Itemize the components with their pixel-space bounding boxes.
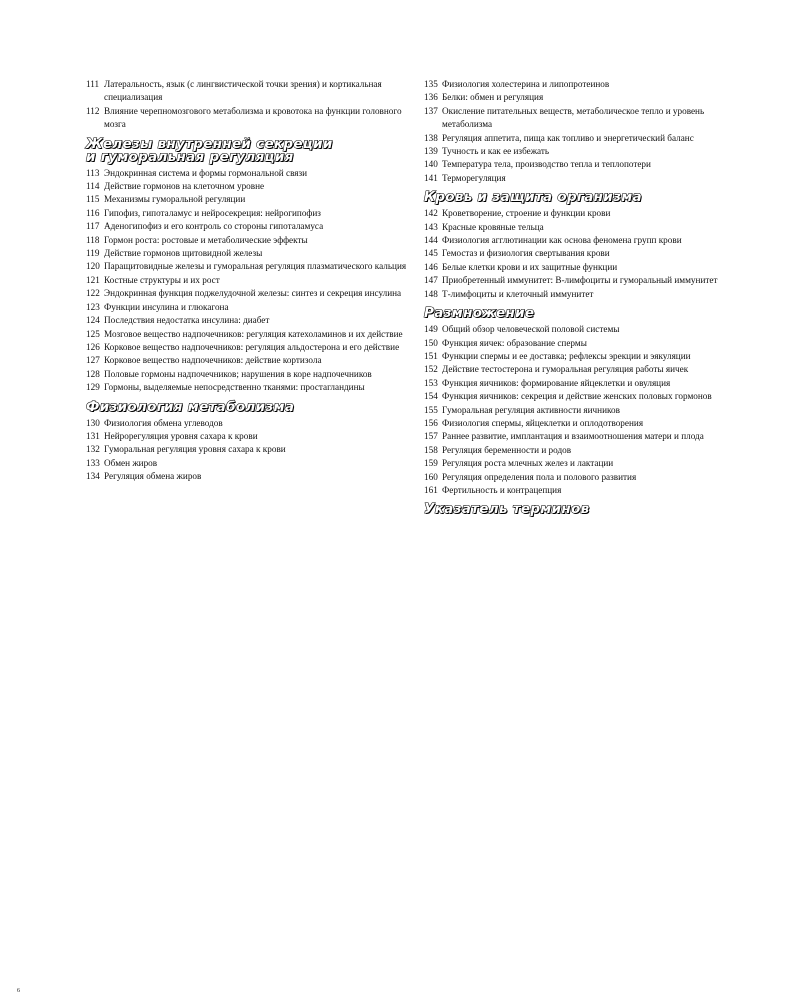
- entry-number: 124: [86, 315, 100, 326]
- toc-entry: [86, 328, 408, 341]
- entry-title: Действие гормонов щитовидной железы: [104, 248, 263, 259]
- toc-entry: [424, 337, 724, 350]
- toc-entry: [86, 234, 408, 247]
- entry-title: Мозговое вещество надпочечников: регуляция катехоламинов и их действие: [104, 328, 403, 339]
- toc-entry: [86, 443, 408, 456]
- entry-title: Латеральность, язык (с лингвистической точки зрения) и кортикальная специализация: [104, 79, 382, 103]
- entry-title: Температура тела, производство тепла и теплопотери: [442, 159, 651, 170]
- section-entries-endocrine: [86, 167, 408, 395]
- entry-number: 145: [424, 248, 438, 259]
- toc-entry: [424, 261, 724, 274]
- entry-number: 111: [86, 79, 100, 89]
- toc-entry: [424, 350, 724, 363]
- entry-number: 126: [86, 341, 100, 352]
- toc-entry: [424, 221, 724, 234]
- entries-top-right: [424, 78, 724, 185]
- toc-entry: [424, 404, 724, 417]
- toc-entry: [424, 91, 724, 104]
- toc-entry: [86, 354, 408, 367]
- entry-title: Действие тестостерона и гуморальная регуляция работы яичек: [442, 364, 689, 375]
- entry-title: Физиология холестерина и липопротеинов: [442, 79, 610, 89]
- toc-entry: [424, 274, 724, 287]
- left-column: [86, 78, 408, 484]
- section-title-line: Железы внутренней секреции: [86, 135, 333, 152]
- toc-entry: [86, 167, 408, 180]
- entry-title: Влияние черепномозгового метаболизма и кровотока на функции головного мозга: [104, 105, 402, 130]
- entry-number: 122: [86, 288, 100, 299]
- entry-number: 120: [86, 261, 100, 272]
- section-title-line: и гуморальная регуляция: [86, 148, 294, 165]
- entry-number: 133: [86, 457, 100, 468]
- right-column: [424, 78, 724, 519]
- entry-number: 155: [424, 404, 438, 415]
- entry-title: Кроветворение, строение и функции крови: [442, 208, 611, 219]
- section-heading-blood: [424, 191, 724, 204]
- section-title: Указатель терминов: [424, 501, 590, 518]
- toc-entry: [424, 457, 724, 470]
- toc-entry: [86, 417, 408, 430]
- entry-number: 136: [424, 92, 438, 103]
- entry-title: Физиология обмена углеводов: [104, 417, 223, 428]
- section-entries-reproduction: [424, 323, 724, 497]
- toc-entry: [424, 207, 724, 220]
- toc-entry: [424, 471, 724, 484]
- entry-title: Общий обзор человеческой половой системы: [442, 324, 620, 335]
- entry-number: 128: [86, 368, 100, 379]
- entry-number: 117: [86, 221, 100, 232]
- entry-title: Механизмы гуморальной регуляции: [104, 194, 246, 205]
- entry-number: 139: [424, 146, 438, 157]
- entry-number: 157: [424, 431, 438, 442]
- toc-entry: [86, 260, 408, 273]
- entry-title: Функция яичек: образование спермы: [442, 337, 587, 348]
- entry-title: Белые клетки крови и их защитные функции: [442, 261, 618, 272]
- entry-number: 148: [424, 288, 438, 299]
- entry-title: Действие гормонов на клеточном уровне: [104, 181, 265, 192]
- entries-top-left: [86, 78, 408, 132]
- entry-number: 144: [424, 235, 438, 246]
- entry-number: 116: [86, 207, 100, 218]
- toc-entry: [424, 132, 724, 145]
- entry-number: 140: [424, 159, 438, 170]
- entry-title: Функция яичников: формирование яйцеклетки и овуляция: [442, 377, 671, 388]
- entry-title: Регуляция беременности и родов: [442, 444, 572, 455]
- entry-title: Приобретенный иммунитет: В-лимфоциты и гуморальный иммунитет: [442, 275, 718, 286]
- toc-entry: [424, 323, 724, 336]
- entry-number: 129: [86, 382, 100, 393]
- entry-number: 112: [86, 105, 100, 116]
- entry-title: Паращитовидные железы и гуморальная регуляция плазматического кальция: [104, 261, 407, 272]
- toc-entry: [86, 287, 408, 300]
- entry-title: Половые гормоны надпочечников; нарушения в коре надпочечников: [104, 368, 372, 379]
- toc-entry: [424, 377, 724, 390]
- entry-number: 143: [424, 221, 438, 232]
- entry-number: 135: [424, 79, 438, 89]
- toc-entry: [86, 470, 408, 483]
- section-title: Физиология метаболизма: [86, 398, 295, 415]
- toc-entry: [86, 368, 408, 381]
- entry-title: Регуляция роста млечных желез и лактации: [442, 458, 614, 469]
- entry-number: 159: [424, 458, 438, 469]
- entry-title: Эндокринная функция поджелудочной железы: синтез и секреция инсулина: [104, 288, 402, 299]
- entry-number: 141: [424, 172, 438, 183]
- section-title: Размножение: [424, 305, 535, 322]
- entry-title: Функции инсулина и глюкагона: [104, 301, 229, 312]
- section-heading-metabolism: [86, 398, 408, 415]
- toc-entry: [86, 247, 408, 260]
- toc-entry: [86, 78, 408, 105]
- toc-entry: [424, 430, 724, 443]
- section-heading-index: [424, 503, 724, 516]
- entry-number: 125: [86, 328, 100, 339]
- toc-entry: [424, 78, 724, 91]
- entry-number: 132: [86, 444, 100, 455]
- entry-number: 161: [424, 484, 438, 495]
- entry-title: Тучность и как ее избежать: [442, 146, 550, 157]
- entry-number: 151: [424, 350, 438, 361]
- entry-number: 118: [86, 234, 100, 245]
- entry-number: 134: [86, 471, 100, 482]
- entry-title: Красные кровяные тельца: [442, 221, 544, 232]
- entry-title: Обмен жиров: [104, 457, 158, 468]
- toc-entry: [86, 457, 408, 470]
- toc-entry: [424, 247, 724, 260]
- toc-entry: [424, 390, 724, 403]
- toc-entry: [86, 341, 408, 354]
- entry-title: Терморегуляция: [442, 172, 506, 183]
- entry-title: Аденогипофиз и его контроль со стороны гипоталамуса: [104, 221, 324, 232]
- toc-entry: [424, 145, 724, 158]
- toc-entry: [424, 484, 724, 497]
- entry-title: Т-лимфоциты и клеточный иммунитет: [442, 288, 594, 299]
- entry-title: Последствия недостатка инсулина: диабет: [104, 315, 270, 326]
- entry-title: Гуморальная регуляция активности яичников: [442, 404, 620, 415]
- entry-number: 147: [424, 275, 438, 286]
- entry-number: 150: [424, 337, 438, 348]
- toc-entry: [424, 444, 724, 457]
- entry-title: Регуляция аппетита, пища как топливо и энергетический баланс: [442, 132, 694, 143]
- entry-title: Окисление питательных веществ, метаболическое тепло и уровень метаболизма: [442, 105, 705, 130]
- entry-number: 137: [424, 105, 438, 116]
- entry-title: Раннее развитие, имплантация и взаимоотношения матери и плода: [442, 431, 704, 442]
- toc-entry: [86, 207, 408, 220]
- entry-number: 123: [86, 301, 100, 312]
- entry-number: 142: [424, 208, 438, 219]
- entry-title: Гемостаз и физиология свертывания крови: [442, 248, 610, 259]
- entry-title: Гормоны, выделяемые непосредственно тканями: простагландины: [104, 382, 365, 393]
- toc-entry: [424, 234, 724, 247]
- entry-number: 152: [424, 364, 438, 375]
- entry-title: Регуляция определения пола и полового развития: [442, 471, 637, 482]
- entry-number: 130: [86, 417, 100, 428]
- entry-number: 146: [424, 261, 438, 272]
- entry-title: Гуморальная регуляция уровня сахара к крови: [104, 444, 286, 455]
- toc-entry: [86, 105, 408, 132]
- entry-number: 114: [86, 181, 100, 192]
- toc-entry: [424, 158, 724, 171]
- entry-title: Гормон роста: ростовые и метаболические эффекты: [104, 234, 308, 245]
- entry-number: 115: [86, 194, 100, 205]
- toc-entry: [86, 301, 408, 314]
- toc-entry: [86, 274, 408, 287]
- toc-entry: [86, 381, 408, 394]
- entry-title: Функция яичников: секреция и действие женских половых гормонов: [442, 391, 712, 402]
- entry-number: 154: [424, 391, 438, 402]
- toc-entry: [86, 193, 408, 206]
- toc-entry: [86, 430, 408, 443]
- entry-title: Физиология агглютинации как основа феномена групп крови: [442, 235, 682, 246]
- entry-title: Гипофиз, гипоталамус и нейросекреция: нейрогипофиз: [104, 207, 321, 218]
- entry-title: Белки: обмен и регуляция: [442, 92, 544, 103]
- section-heading-reproduction: [424, 307, 724, 320]
- toc-entry: [424, 363, 724, 376]
- entry-number: 149: [424, 324, 438, 335]
- toc-entry: [86, 180, 408, 193]
- entry-title: Фертильность и контрацепция: [442, 484, 562, 495]
- toc-entry: [424, 172, 724, 185]
- entry-number: 160: [424, 471, 438, 482]
- entry-number: 131: [86, 430, 100, 441]
- entry-number: 153: [424, 377, 438, 388]
- toc-entry: [424, 417, 724, 430]
- toc-entry: [424, 105, 724, 132]
- entry-number: 127: [86, 355, 100, 366]
- entry-title: Эндокринная система и формы гормональной связи: [104, 167, 308, 178]
- page-number: 6: [17, 988, 20, 994]
- entry-title: Физиология спермы, яйцеклетки и оплодотворения: [442, 417, 644, 428]
- section-entries-metabolism: [86, 417, 408, 484]
- entry-number: 113: [86, 167, 100, 178]
- section-entries-blood: [424, 207, 724, 301]
- entry-number: 121: [86, 274, 100, 285]
- toc-entry: [86, 220, 408, 233]
- entry-title: Корковое вещество надпочечников: регуляция альдостерона и его действие: [104, 341, 400, 352]
- section-title: Кровь и защита организма: [424, 189, 642, 206]
- entry-number: 119: [86, 248, 100, 259]
- entry-number: 156: [424, 417, 438, 428]
- toc-entry: [424, 288, 724, 301]
- toc-entry: [86, 314, 408, 327]
- entry-title: Костные структуры и их рост: [104, 274, 220, 285]
- entry-title: Нейрорегуляция уровня сахара к крови: [104, 430, 258, 441]
- entry-title: Корковое вещество надпочечников: действие кортизола: [104, 355, 322, 366]
- entry-number: 158: [424, 444, 438, 455]
- entry-number: 138: [424, 132, 438, 143]
- section-heading-endocrine: [86, 135, 408, 165]
- entry-title: Функции спермы и ее доставка; рефлексы эрекции и эякуляции: [442, 350, 691, 361]
- entry-title: Регуляция обмена жиров: [104, 471, 202, 482]
